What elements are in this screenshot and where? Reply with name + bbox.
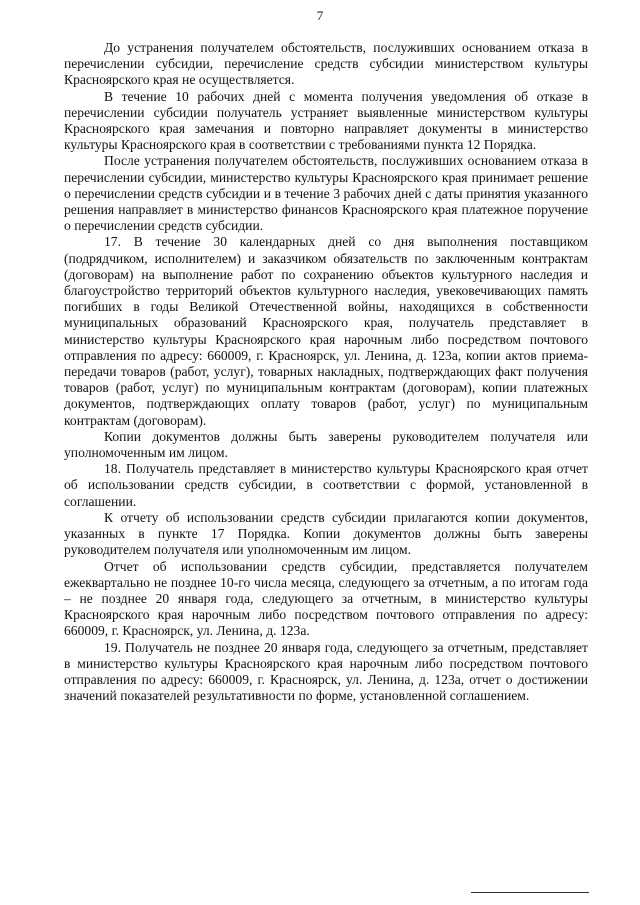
paragraph-item-19: 19. Получатель не позднее 20 января года, следующего за отчетным, представляет в министерство культуры Красноярского края нарочным либо посредством почтового отправления по адресу: 660009, г. Красноярск, ул. Ленина, д. 123а, отчет о достижении значений показателей результативности по форме, установленной соглашением. (64, 639, 588, 704)
paragraph-copies-certification: Копии документов должны быть заверены руководителем получателя или уполномоченным им лицом. (64, 428, 588, 461)
page-number: 7 (316, 8, 324, 23)
paragraph-transfer-decision: После устранения получателем обстоятельств, послуживших основанием отказа в перечислении субсидии, министерство культуры Красноярского края принимает решение о перечислении средств субсидии и в течение 3 рабочих дней с даты принятия указанного решения направляет в министерство финансов Красноярского края платежное поручение о перечислении средств субсидии. (64, 153, 588, 234)
paragraph-item-18: 18. Получатель представляет в министерство культуры Красноярского края отчет об использовании средств субсидии, в соответствии с формой, установленной в соглашении. (64, 461, 588, 509)
paragraph-refusal-condition: До устранения получателем обстоятельств, послуживших основанием отказа в перечислении субсидии, перечисление средств субсидии министерством культуры Красноярского края не осуществляется. (64, 40, 588, 88)
paragraph-report-schedule: Отчет об использовании средств субсидии, представляется получателем ежеквартально не позднее 10-го числа месяца, следующего за отчетным, а по итогам года – не позднее 20 января года, следующего за отчетным, в министерство культуры Красноярского края нарочным либо посредством почтового отправления по адресу: 660009, г. Красноярск, ул. Ленина, д. 123а. (64, 558, 588, 639)
paragraph-item-17: 17. В течение 30 календарных дней со дня выполнения поставщиком (подрядчиком, исполнителем) и заказчиком обязательств по заключенным контрактам (договорам) на выполнение работ по сохранению объектов культурного наследия и благоустройство территорий объектов культурного наследия, увековечивающих память погибших в годы Великой Отечественной войны, находящихся в собственности муниципальных образований Красноярского края, получатель представляет в министерство культуры Красноярского края нарочным либо посредством почтового отправления по адресу: 660009, г. Красноярск, ул. Ленина, д. 123а, копии актов приема-передачи товаров (работ, услуг), товарных накладных, подтверждающих факт получения товаров (работ, услуг) по муниципальным контрактам (договорам), копии платежных документов, подтверждающих оплату товаров (работ, услуг) по муниципальным контрактам (договорам). (64, 234, 588, 428)
document-body (64, 40, 588, 704)
footer-divider (471, 892, 589, 893)
paragraph-remediation-deadline: В течение 10 рабочих дней с момента получения уведомления об отказе в перечислении субсидии получатель устраняет выявленные министерством культуры Красноярского края замечания и повторно направляет документы в министерство культуры Красноярского края в соответствии с требованиями пункта 12 Порядка. (64, 88, 588, 153)
paragraph-report-attachments: К отчету об использовании средств субсидии прилагаются копии документов, указанных в пункте 17 Порядка. Копии документов должны быть заверены руководителем получателя или уполномоченным им лицом. (64, 509, 588, 558)
